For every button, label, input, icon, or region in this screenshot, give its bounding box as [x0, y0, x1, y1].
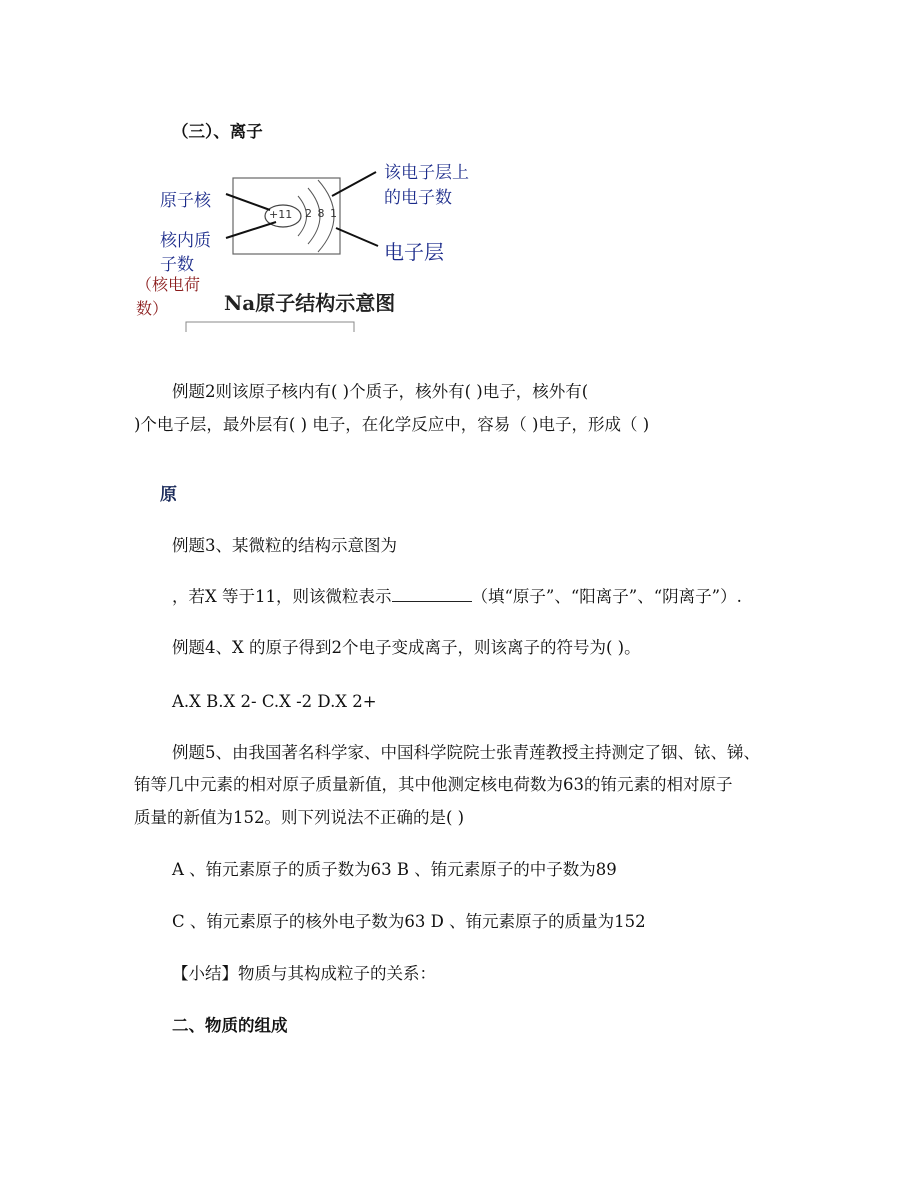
example2-line2: )个电子层，最外层有( ) 电子，在化学反应中，容易（ )电子，形成（ )	[134, 415, 650, 434]
label-shell: 电子层	[384, 240, 444, 264]
example3-answer-blank[interactable]	[392, 585, 472, 602]
example5-line3: 质量的新值为152。则下列说法不正确的是( )	[134, 808, 465, 827]
example5-option-cd: C 、铕元素原子的核外电子数为63 D 、铕元素原子的质量为152	[172, 912, 646, 931]
example3-line2	[172, 585, 742, 609]
answer-hint: 原	[160, 485, 177, 505]
example5-line2: 铕等几中元素的相对原子质量新值，其中他测定核电荷数为63的铕元素的相对原子	[134, 775, 733, 794]
label-charge-line1: （核电荷	[136, 275, 201, 294]
example4-options: A.X B.X 2- C.X -2 D.X 2+	[172, 692, 377, 711]
pointer-shell	[336, 228, 378, 246]
label-nucleus: 原子核	[160, 191, 211, 211]
summary: 【小结】物质与其构成粒子的关系：	[172, 964, 436, 983]
example5-option-ab: A 、铕元素原子的质子数为63 B 、铕元素原子的中子数为89	[172, 860, 617, 879]
example2-line1: 例题2则该原子核内有( )个质子，核外有( )电子，核外有(	[172, 382, 589, 401]
caption-bracket	[186, 322, 354, 332]
label-proton-line2: 子数	[160, 255, 194, 275]
na-atom-diagram	[130, 150, 510, 340]
nucleus-number: +11	[269, 208, 293, 221]
example3-line2-prefix: ，若X 等于11，则该微粒表示	[172, 587, 392, 606]
section-title: （三）、离子	[172, 122, 263, 141]
label-electron-count-line1: 该电子层上	[384, 163, 469, 183]
example3-line1: 例题3、某微粒的结构示意图为	[172, 536, 397, 555]
diagram-caption: Na原子结构示意图	[224, 291, 396, 315]
example3-line2-suffix: （填“原子”、“阳离子”、“阴离子”）.	[471, 587, 742, 606]
label-proton-line1: 核内质	[160, 231, 211, 251]
section2-title: 二、物质的组成	[172, 1016, 288, 1035]
label-charge-line2: 数）	[136, 299, 169, 318]
pointer-electron-count	[332, 172, 376, 196]
example4-question: 例题4、X 的原子得到2个电子变成离子，则该离子的符号为( )。	[172, 638, 641, 657]
shell-numbers: 2 8 1	[305, 207, 338, 220]
example5-line1: 例题5、由我国著名科学家、中国科学院院士张青莲教授主持测定了铟、铱、锑、	[172, 743, 760, 762]
label-electron-count-line2: 的电子数	[384, 188, 452, 208]
